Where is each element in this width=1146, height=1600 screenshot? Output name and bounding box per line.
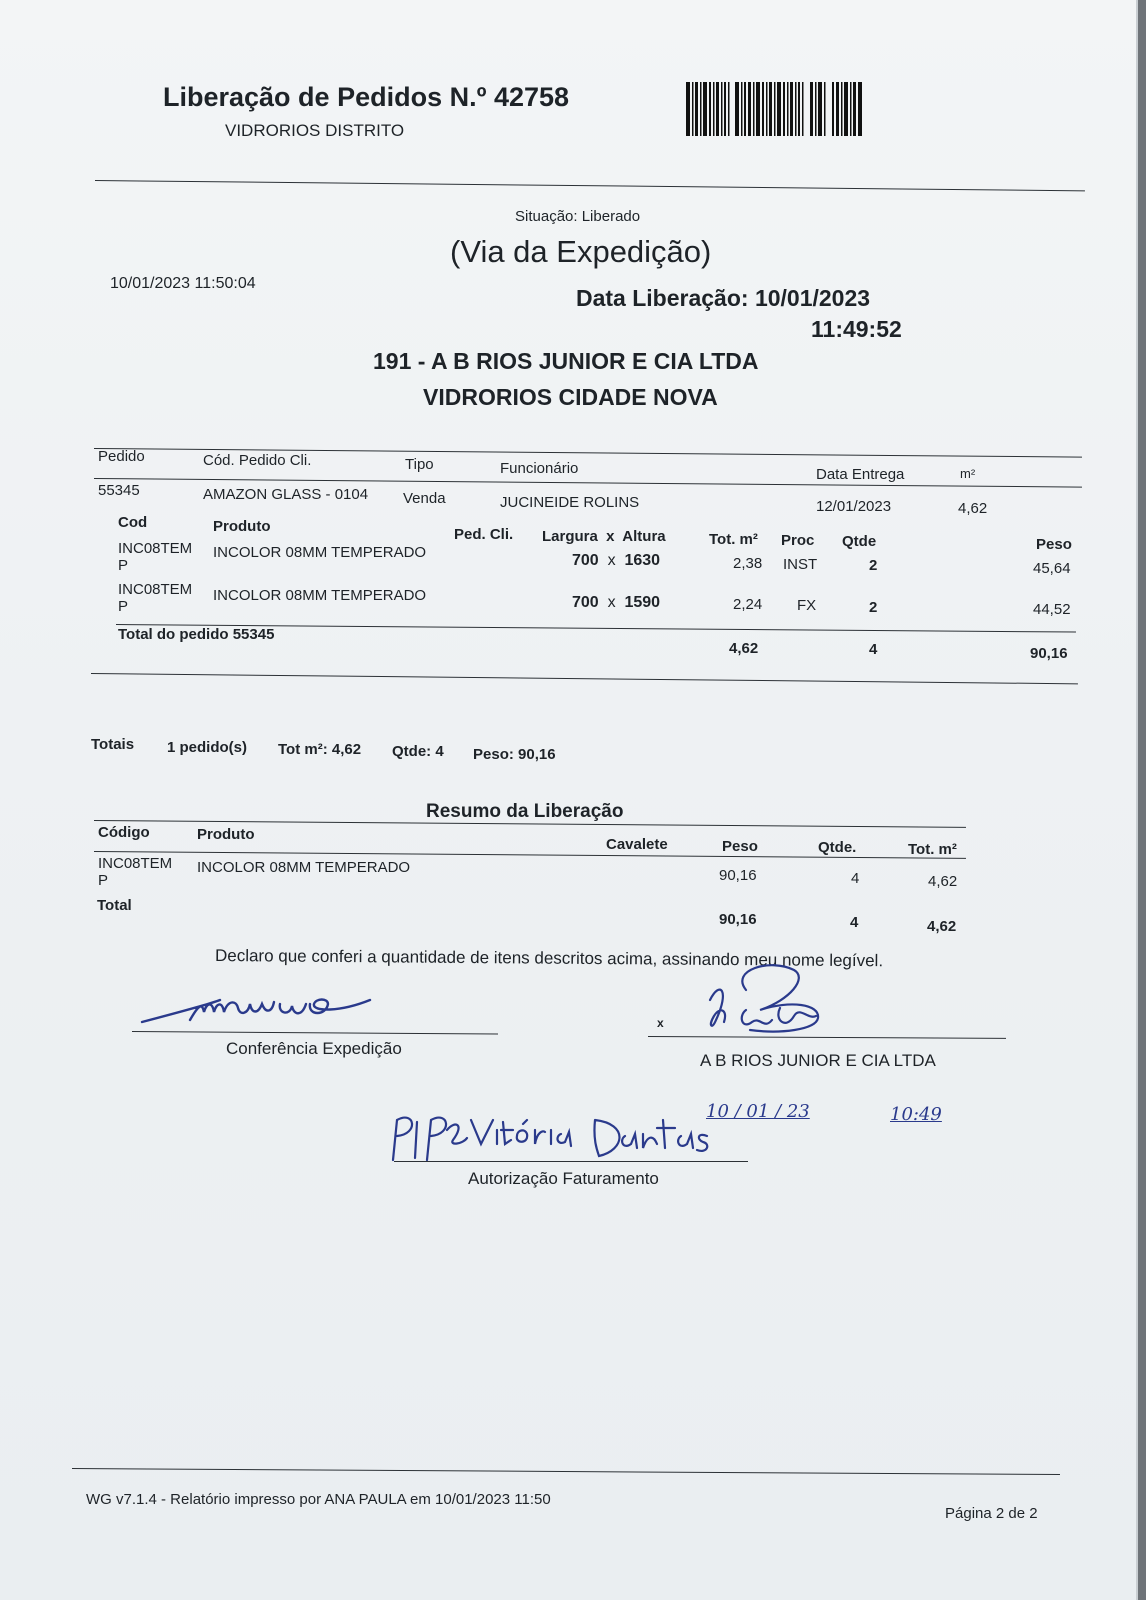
order-bottom-rule [91, 673, 1078, 684]
col-cod-pedido-cli: Cód. Pedido Cli. [203, 452, 312, 469]
declaration-text: Declaro que conferi a quantidade de itens descritos acima, assinando meu nome legível. [214, 946, 884, 971]
col-tot-m2: Tot. m² [709, 531, 758, 548]
item-cod-line1: INC08TEM [118, 581, 193, 598]
label-autorizacao: Autorização Faturamento [468, 1169, 659, 1188]
item-row-1-dimensions [572, 552, 660, 570]
resumo-row-codigo [98, 855, 172, 889]
resumo-row-peso: 90,16 [719, 867, 757, 884]
client-store: VIDRORIOS CIDADE NOVA [423, 384, 718, 410]
order-employee: JUCINEIDE ROLINS [500, 494, 640, 511]
item-row-2-dimensions [572, 594, 660, 612]
col-funcionario: Funcionário [500, 460, 579, 477]
item-row-2-cod [118, 581, 192, 615]
resumo-cod-line1: INC08TEM [98, 855, 173, 872]
item-row-1-tot-m2: 2,38 [733, 555, 763, 572]
resumo-col-tot-m2: Tot. m² [908, 841, 957, 858]
via-title: (Via da Expedição) [450, 234, 712, 269]
signature-line-autorizacao [394, 1161, 748, 1162]
totais-pedidos: 1 pedido(s) [167, 739, 248, 756]
release-time: 11:49:52 [811, 316, 902, 342]
order-delivery-date: 12/01/2023 [816, 498, 892, 515]
resumo-col-codigo: Código [98, 824, 150, 841]
col-pedido: Pedido [98, 448, 145, 465]
col-peso: Peso [1036, 536, 1072, 553]
resumo-row-tot-m2: 4,62 [928, 873, 958, 890]
totais-peso: Peso: 90,16 [473, 746, 556, 763]
resumo-cod-line2: P [98, 872, 109, 889]
item-row-2-proc: FX [797, 597, 817, 614]
item-cod-line2: P [118, 598, 129, 615]
resumo-row-qtde: 4 [851, 870, 860, 887]
handwritten-date: 10 / 01 / 23 [706, 1101, 810, 1122]
signature-x-mark: x [657, 1016, 664, 1030]
totais-qtde: Qtde: 4 [392, 743, 444, 760]
resumo-col-produto: Produto [197, 826, 255, 843]
col-produto: Produto [213, 518, 271, 535]
col-proc: Proc [781, 532, 815, 549]
col-cod: Cod [118, 514, 148, 531]
signature-autorizacao [385, 1100, 725, 1170]
company-name: VIDRORIOS DISTRITO [225, 121, 405, 140]
order-total-peso: 90,16 [1030, 645, 1068, 662]
item-cod-line1: INC08TEM [118, 540, 193, 557]
resumo-col-cavalete: Cavalete [606, 836, 668, 853]
item-row-1-peso: 45,64 [1033, 560, 1071, 577]
barcode [686, 82, 862, 136]
col-largura-altura: Largura x Altura [542, 528, 666, 545]
order-type: Venda [403, 490, 446, 507]
item-row-1-cod [118, 540, 192, 574]
label-cliente: A B RIOS JUNIOR E CIA LTDA [700, 1051, 936, 1070]
document-title: Liberação de Pedidos N.º 42758 [163, 82, 570, 112]
signature-line-conferencia [132, 1031, 498, 1035]
header-divider [95, 180, 1085, 191]
col-tipo: Tipo [405, 456, 434, 473]
release-date: Data Liberação: 10/01/2023 [576, 285, 871, 311]
col-m2: m² [960, 466, 976, 481]
order-client-code: AMAZON GLASS - 0104 [203, 486, 369, 503]
footer-page-number: Página 2 de 2 [945, 1505, 1038, 1522]
item-altura: 1630 [624, 552, 661, 569]
signature-conferencia [140, 990, 380, 1030]
resumo-total-label: Total [97, 897, 132, 914]
item-row-2-qtde: 2 [869, 599, 878, 616]
item-altura: 1590 [624, 594, 661, 611]
order-number: 55345 [98, 482, 140, 499]
resumo-col-peso: Peso [722, 838, 758, 855]
resumo-col-qtde: Qtde. [818, 839, 857, 856]
handwritten-time: 10:49 [890, 1104, 942, 1125]
status-text: Situação: Liberado [515, 208, 641, 225]
footer-report-info: WG v7.1.4 - Relatório impresso por ANA PAULA em 10/01/2023 11:50 [86, 1491, 551, 1508]
signature-cliente [690, 960, 840, 1045]
item-row-1-proc: INST [783, 556, 818, 573]
item-row-1-qtde: 2 [869, 557, 878, 574]
col-qtde: Qtde [842, 533, 877, 550]
order-m2: 4,62 [958, 500, 988, 517]
item-largura: 700 [572, 594, 599, 611]
item-row-1-produto: INCOLOR 08MM TEMPERADO [213, 544, 427, 561]
item-largura: 700 [572, 552, 599, 569]
resumo-total-peso: 90,16 [719, 911, 757, 928]
totais-m2: Tot m²: 4,62 [278, 741, 362, 758]
order-total-label: Total do pedido 55345 [118, 626, 275, 643]
item-x: x [607, 594, 616, 611]
client-name: 191 - A B RIOS JUNIOR E CIA LTDA [373, 348, 759, 374]
totais-label: Totais [91, 736, 135, 753]
item-x: x [607, 552, 616, 569]
resumo-total-tot-m2: 4,62 [927, 918, 957, 935]
col-ped-cli: Ped. Cli. [454, 526, 514, 543]
col-data-entrega: Data Entrega [816, 466, 905, 483]
resumo-total-qtde: 4 [850, 914, 859, 931]
print-datetime: 10/01/2023 11:50:04 [110, 275, 256, 292]
item-row-2-produto: INCOLOR 08MM TEMPERADO [213, 587, 427, 604]
item-row-2-peso: 44,52 [1033, 601, 1071, 618]
footer-rule [72, 1468, 1060, 1475]
resumo-row-produto: INCOLOR 08MM TEMPERADO [197, 859, 411, 876]
item-cod-line2: P [118, 557, 129, 574]
resumo-title: Resumo da Liberação [426, 801, 624, 822]
item-row-2-tot-m2: 2,24 [733, 596, 763, 613]
order-total-qtde: 4 [869, 641, 878, 658]
order-total-m2: 4,62 [729, 640, 759, 657]
label-conferencia: Conferência Expedição [226, 1039, 402, 1058]
